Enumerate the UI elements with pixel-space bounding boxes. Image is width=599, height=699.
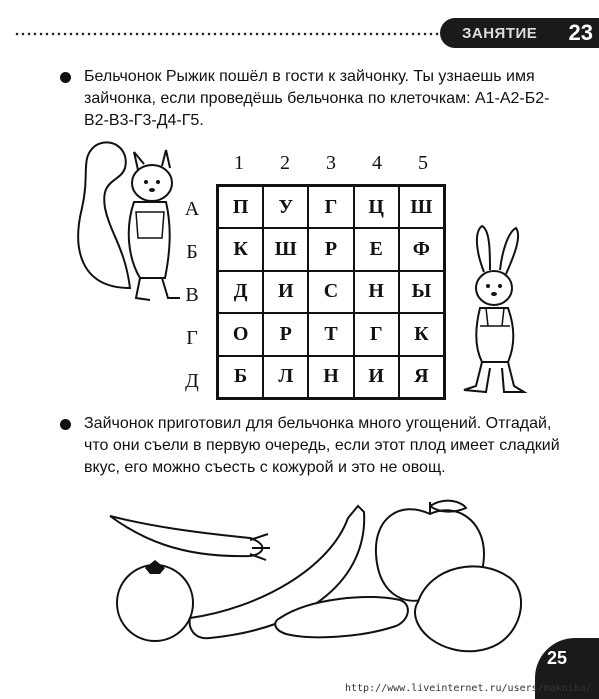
column-header: 1 (234, 152, 244, 174)
header-dotted-rule (14, 32, 439, 36)
grid-cell[interactable]: Д (218, 271, 263, 313)
grid-cell[interactable]: Р (308, 228, 353, 270)
row-header: Г (186, 327, 198, 349)
row-header: В (185, 284, 199, 306)
grid-cell[interactable]: У (263, 186, 308, 228)
grid-cell[interactable]: Н (354, 271, 399, 313)
grid-cell[interactable]: П (218, 186, 263, 228)
letter-grid-block (180, 152, 450, 402)
grid-cell[interactable]: И (354, 356, 399, 398)
column-header: 4 (372, 152, 382, 174)
grid-cell[interactable]: Г (354, 313, 399, 355)
bullet-icon (60, 72, 71, 83)
grid-cell[interactable]: Ц (354, 186, 399, 228)
grid-cell[interactable]: Е (354, 228, 399, 270)
grid-cell[interactable]: К (399, 313, 444, 355)
column-header: 2 (280, 152, 290, 174)
grid-cell[interactable]: Ы (399, 271, 444, 313)
grid-cell[interactable]: Б (218, 356, 263, 398)
task-1 (60, 66, 560, 136)
grid-cell[interactable]: Н (308, 356, 353, 398)
grid-cell[interactable]: Ш (399, 186, 444, 228)
grid-cell[interactable]: Р (263, 313, 308, 355)
bullet-icon (60, 419, 71, 430)
grid-cell[interactable]: И (263, 271, 308, 313)
fruits-vegetables-illustration (100, 498, 530, 678)
grid-cell[interactable]: Т (308, 313, 353, 355)
lesson-badge (440, 18, 599, 48)
task-1-text: Бельчонок Рыжик пошёл в гости к зайчонку. Ты узнаешь имя зайчонка, если проведёшь бельчонка по клеточкам: А1-А2-Б2-В2-В3-Г3-Д4-Г5. (84, 68, 550, 129)
column-header: 5 (418, 152, 428, 174)
bunny-illustration (462, 222, 528, 400)
carrot-icon (110, 516, 262, 556)
grid-cell[interactable]: Ф (399, 228, 444, 270)
task-2-text: Зайчонок приготовил для бельчонка много угощений. Отгадай, что они съели в первую очередь, если этот плод имеет сладкий вкус, его можно съесть с кожурой и это не овощ. (84, 415, 560, 476)
lesson-number: 23 (568, 20, 593, 45)
grid-cell[interactable]: С (308, 271, 353, 313)
tomato-icon (117, 565, 193, 641)
grid-cell[interactable]: Я (399, 356, 444, 398)
row-header: А (184, 198, 200, 220)
letter-grid (216, 184, 446, 400)
lesson-label: ЗАНЯТИЕ (462, 25, 538, 42)
watermark-url: http://www.liveinternet.ru/users/maknika/ (345, 683, 592, 694)
grid-cell[interactable]: К (218, 228, 263, 270)
column-header: 3 (326, 152, 336, 174)
grid-cell[interactable]: Г (308, 186, 353, 228)
grid-cell[interactable]: О (218, 313, 263, 355)
grid-cell[interactable]: Ш (263, 228, 308, 270)
task-2 (60, 413, 560, 503)
grid-cell[interactable]: Л (263, 356, 308, 398)
row-header: Д (185, 370, 199, 392)
row-header: Б (186, 241, 198, 263)
page-number: 25 (547, 648, 568, 668)
squirrel-illustration (70, 138, 180, 310)
